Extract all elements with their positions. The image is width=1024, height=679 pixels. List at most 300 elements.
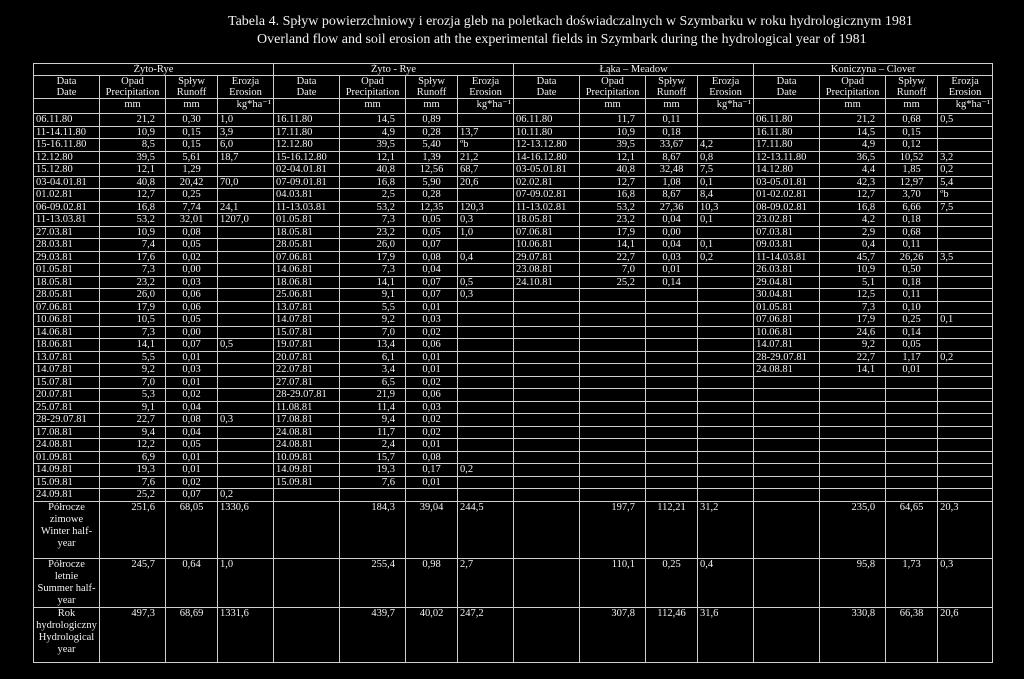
cell-date: 11-13.02.81 <box>514 201 580 214</box>
cell-erosion: 0,3 <box>458 289 514 302</box>
cell-date: 06.11.80 <box>754 114 820 127</box>
cell-runoff: 0,03 <box>406 314 458 327</box>
cell-runoff <box>646 289 698 302</box>
column-header-date: Data Date <box>34 76 100 99</box>
cell-date <box>754 439 820 452</box>
cell-precip: 23,2 <box>340 226 406 239</box>
summary-runoff: 40,02 <box>406 607 458 662</box>
cell-date: 20.07.81 <box>34 389 100 402</box>
table-row <box>34 164 993 177</box>
cell-erosion <box>938 439 993 452</box>
cell-runoff <box>886 414 938 427</box>
cell-precip: 10,9 <box>100 226 166 239</box>
cell-runoff: 0,68 <box>886 114 938 127</box>
cell-erosion: 0,2 <box>698 251 754 264</box>
cell-date: 23.02.81 <box>754 214 820 227</box>
cell-runoff <box>886 464 938 477</box>
cell-erosion <box>938 364 993 377</box>
cell-erosion <box>458 189 514 202</box>
summary-date-empty <box>754 558 820 607</box>
cell-erosion: 0,1 <box>938 314 993 327</box>
cell-precip: 53,2 <box>340 201 406 214</box>
cell-date: 14.06.81 <box>274 264 340 277</box>
summary-erosion: 2,7 <box>458 558 514 607</box>
cell-erosion <box>218 164 274 177</box>
summary-precip: 251,6 <box>100 501 166 558</box>
cell-precip: 22,7 <box>580 251 646 264</box>
summary-erosion: 247,2 <box>458 607 514 662</box>
cell-runoff: 12,97 <box>886 176 938 189</box>
unit-date <box>754 99 820 114</box>
cell-precip: 23,2 <box>580 214 646 227</box>
cell-erosion <box>938 376 993 389</box>
cell-runoff: 3,70 <box>886 189 938 202</box>
cell-runoff: 32,01 <box>166 214 218 227</box>
cell-erosion: 3,9 <box>218 126 274 139</box>
cell-precip: 9,1 <box>340 289 406 302</box>
cell-erosion <box>938 489 993 502</box>
cell-erosion: 10,3 <box>698 201 754 214</box>
cell-date: 29.03.81 <box>34 251 100 264</box>
cell-date: 15.07.81 <box>274 326 340 339</box>
summary-erosion: 244,5 <box>458 501 514 558</box>
cell-erosion <box>938 464 993 477</box>
cell-precip <box>820 489 886 502</box>
cell-erosion <box>938 289 993 302</box>
cell-erosion <box>218 189 274 202</box>
cell-erosion: 0,5 <box>458 276 514 289</box>
cell-runoff <box>646 339 698 352</box>
cell-precip: 6,1 <box>340 351 406 364</box>
cell-runoff: 0,14 <box>646 276 698 289</box>
cell-date <box>514 414 580 427</box>
column-header-precip: Opad Precipitation <box>820 76 886 99</box>
cell-precip: 10,5 <box>100 314 166 327</box>
cell-date: 14.09.81 <box>34 464 100 477</box>
cell-erosion <box>458 489 514 502</box>
cell-erosion <box>698 126 754 139</box>
cell-erosion <box>218 351 274 364</box>
cell-precip <box>820 451 886 464</box>
cell-date: 25.07.81 <box>34 401 100 414</box>
summary-precip: 95,8 <box>820 558 886 607</box>
cell-erosion <box>218 476 274 489</box>
cell-date: 24.08.81 <box>274 439 340 452</box>
cell-precip: 6,9 <box>100 451 166 464</box>
summary-runoff: 0,25 <box>646 558 698 607</box>
cell-runoff: 0,28 <box>406 189 458 202</box>
unit-precip: mm <box>820 99 886 114</box>
cell-runoff: 0,10 <box>886 301 938 314</box>
cell-date: 16.11.80 <box>754 126 820 139</box>
cell-date: 24.08.81 <box>754 364 820 377</box>
column-header-runoff: Spływ Runoff <box>166 76 218 99</box>
cell-erosion: 0,1 <box>698 214 754 227</box>
cell-precip <box>580 451 646 464</box>
cell-runoff: 1,29 <box>166 164 218 177</box>
cell-date: 19.07.81 <box>274 339 340 352</box>
cell-erosion <box>698 439 754 452</box>
cell-erosion: 13,7 <box>458 126 514 139</box>
cell-date: 20.07.81 <box>274 351 340 364</box>
cell-precip: 9,2 <box>100 364 166 377</box>
cell-runoff: 0,07 <box>406 289 458 302</box>
cell-date: 10.11.80 <box>514 126 580 139</box>
cell-runoff: 0,08 <box>406 451 458 464</box>
table-row <box>34 401 993 414</box>
cell-precip: 21,2 <box>820 114 886 127</box>
cell-runoff: 1,85 <box>886 164 938 177</box>
cell-runoff <box>646 464 698 477</box>
cell-date: 12.12.80 <box>274 139 340 152</box>
summary-row <box>34 607 993 662</box>
cell-erosion <box>698 464 754 477</box>
cell-runoff: 0,07 <box>166 339 218 352</box>
unit-date <box>34 99 100 114</box>
summary-precip: 110,1 <box>580 558 646 607</box>
cell-date: 29.07.81 <box>514 251 580 264</box>
cell-date: 24.10.81 <box>514 276 580 289</box>
cell-erosion: 1,0 <box>458 226 514 239</box>
cell-runoff: 0,01 <box>406 301 458 314</box>
cell-date: 02.02.81 <box>514 176 580 189</box>
cell-precip: 12,5 <box>820 289 886 302</box>
cell-date: 10.06.81 <box>514 239 580 252</box>
cell-erosion <box>938 139 993 152</box>
cell-runoff: 0,02 <box>166 389 218 402</box>
cell-runoff: 0,05 <box>166 314 218 327</box>
cell-precip: 7,3 <box>340 264 406 277</box>
cell-date: 01-02.02.81 <box>754 189 820 202</box>
cell-runoff: 0,01 <box>406 439 458 452</box>
cell-date <box>514 389 580 402</box>
cell-runoff: 0,01 <box>166 464 218 477</box>
cell-date: 13.07.81 <box>34 351 100 364</box>
cell-runoff: 0,05 <box>886 339 938 352</box>
summary-date-empty <box>514 558 580 607</box>
cell-runoff: 5,40 <box>406 139 458 152</box>
cell-precip: 7,6 <box>100 476 166 489</box>
column-header-runoff: Spływ Runoff <box>646 76 698 99</box>
cell-erosion <box>938 476 993 489</box>
cell-runoff: 8,67 <box>646 189 698 202</box>
summary-date-empty <box>754 501 820 558</box>
cell-precip: 14,5 <box>820 126 886 139</box>
cell-erosion: 0,1 <box>698 176 754 189</box>
cell-runoff <box>646 314 698 327</box>
cell-date: 17.11.80 <box>274 126 340 139</box>
cell-precip <box>580 364 646 377</box>
cell-erosion <box>218 276 274 289</box>
table-row <box>34 214 993 227</box>
cell-date <box>514 439 580 452</box>
cell-erosion <box>218 264 274 277</box>
cell-date <box>514 426 580 439</box>
cell-date: 01.02.81 <box>34 189 100 202</box>
cell-erosion <box>938 339 993 352</box>
cell-runoff <box>646 376 698 389</box>
cell-erosion: 8,4 <box>698 189 754 202</box>
cell-runoff: 0,02 <box>166 476 218 489</box>
cell-runoff: 0,00 <box>166 326 218 339</box>
cell-date: 01.05.81 <box>754 301 820 314</box>
cell-precip: 21,9 <box>340 389 406 402</box>
cell-precip: 16,8 <box>820 201 886 214</box>
cell-runoff: 0,02 <box>166 251 218 264</box>
cell-precip: 23,2 <box>100 276 166 289</box>
cell-date: 15-16.11.80 <box>34 139 100 152</box>
cell-erosion <box>458 476 514 489</box>
cell-runoff: 0,02 <box>406 426 458 439</box>
cell-runoff: 0,04 <box>646 239 698 252</box>
unit-erosion: kg*ha⁻¹ <box>458 99 514 114</box>
cell-precip: 40,8 <box>340 164 406 177</box>
cell-erosion <box>458 439 514 452</box>
cell-precip: 15,7 <box>340 451 406 464</box>
cell-runoff: 0,01 <box>646 264 698 277</box>
summary-label: Półrocze letnie Summer half-year <box>34 558 100 607</box>
summary-precip: 197,7 <box>580 501 646 558</box>
cell-runoff: 6,66 <box>886 201 938 214</box>
cell-runoff: 0,01 <box>886 364 938 377</box>
cell-date: 17.08.81 <box>274 414 340 427</box>
cell-runoff: 1,39 <box>406 151 458 164</box>
summary-precip: 497,3 <box>100 607 166 662</box>
cell-date: 11-13.03.81 <box>34 214 100 227</box>
cell-erosion: 20,6 <box>458 176 514 189</box>
cell-runoff: 0,18 <box>886 214 938 227</box>
cell-runoff <box>406 489 458 502</box>
cell-precip: 4,4 <box>820 164 886 177</box>
cell-date: 01.09.81 <box>34 451 100 464</box>
cell-date: 07.06.81 <box>34 301 100 314</box>
cell-precip: 17,9 <box>100 301 166 314</box>
cell-runoff: 0,05 <box>406 214 458 227</box>
cell-runoff <box>646 364 698 377</box>
cell-date: 28-29.07.81 <box>274 389 340 402</box>
cell-erosion <box>938 389 993 402</box>
cell-runoff: 0,07 <box>166 489 218 502</box>
cell-erosion: 1,0 <box>218 114 274 127</box>
cell-precip <box>580 464 646 477</box>
cell-date: 03-05.01.81 <box>754 176 820 189</box>
cell-runoff: 0,01 <box>166 451 218 464</box>
cell-date: 12-13.12.80 <box>514 139 580 152</box>
cell-precip: 19,3 <box>100 464 166 477</box>
cell-date <box>514 451 580 464</box>
cell-date: 28.03.81 <box>34 239 100 252</box>
cell-runoff: 0,06 <box>166 301 218 314</box>
cell-date: 04.03.81 <box>274 189 340 202</box>
cell-erosion <box>938 264 993 277</box>
cell-date: 10.06.81 <box>754 326 820 339</box>
table-row <box>34 264 993 277</box>
cell-runoff: 10,52 <box>886 151 938 164</box>
table-row <box>34 189 993 202</box>
cell-runoff: 0,15 <box>166 139 218 152</box>
cell-date: 28-29.07.81 <box>754 351 820 364</box>
cell-date: 14.06.81 <box>34 326 100 339</box>
cell-erosion: 0,3 <box>458 214 514 227</box>
cell-date <box>514 351 580 364</box>
table-row <box>34 476 993 489</box>
summary-date-empty <box>754 607 820 662</box>
cell-precip <box>580 376 646 389</box>
cell-erosion: 6,0 <box>218 139 274 152</box>
cell-precip: 9,1 <box>100 401 166 414</box>
cell-date <box>514 401 580 414</box>
cell-precip <box>580 339 646 352</box>
cell-date: 28.05.81 <box>274 239 340 252</box>
group-rye-2: Żyto - Rye <box>274 64 514 76</box>
cell-runoff <box>646 489 698 502</box>
cell-date <box>754 376 820 389</box>
cell-runoff: 0,30 <box>166 114 218 127</box>
cell-erosion <box>698 339 754 352</box>
cell-erosion <box>458 114 514 127</box>
table-row <box>34 151 993 164</box>
cell-date <box>514 364 580 377</box>
cell-runoff: 26,26 <box>886 251 938 264</box>
cell-runoff: 0,05 <box>166 239 218 252</box>
cell-erosion <box>218 326 274 339</box>
summary-erosion: 1,0 <box>218 558 274 607</box>
cell-precip: 7,3 <box>100 326 166 339</box>
cell-erosion <box>698 401 754 414</box>
cell-erosion <box>698 314 754 327</box>
cell-erosion <box>458 314 514 327</box>
cell-date: 07.06.81 <box>754 314 820 327</box>
cell-precip: 0,4 <box>820 239 886 252</box>
cell-precip: 22,7 <box>820 351 886 364</box>
cell-date <box>754 489 820 502</box>
cell-date: 24.08.81 <box>274 426 340 439</box>
cell-erosion: 21,2 <box>458 151 514 164</box>
cell-runoff <box>646 451 698 464</box>
cell-precip <box>820 439 886 452</box>
cell-precip: 9,2 <box>820 339 886 352</box>
cell-date: 18.05.81 <box>274 226 340 239</box>
table-row <box>34 339 993 352</box>
cell-precip: 53,2 <box>100 214 166 227</box>
cell-precip: 4,9 <box>820 139 886 152</box>
cell-precip: 7,0 <box>100 376 166 389</box>
column-header-date: Data Date <box>514 76 580 99</box>
summary-runoff: 68,05 <box>166 501 218 558</box>
summary-precip: 307,8 <box>580 607 646 662</box>
cell-runoff: 0,18 <box>886 276 938 289</box>
unit-erosion: kg*ha⁻¹ <box>218 99 274 114</box>
cell-date: 07-09.01.81 <box>274 176 340 189</box>
cell-precip: 25,2 <box>100 489 166 502</box>
cell-precip: 14,5 <box>340 114 406 127</box>
cell-erosion <box>938 301 993 314</box>
summary-date-empty <box>274 607 340 662</box>
table-row <box>34 126 993 139</box>
cell-date <box>514 326 580 339</box>
title-english: Overland flow and soil erosion ath the experimental fields in Szymbark during the hydrological year of 1981 <box>257 32 867 47</box>
unit-runoff: mm <box>886 99 938 114</box>
summary-runoff: 64,65 <box>886 501 938 558</box>
table-row <box>34 176 993 189</box>
summary-rows <box>34 501 993 662</box>
cell-precip: 12,7 <box>100 189 166 202</box>
cell-precip: 16,8 <box>340 176 406 189</box>
cell-erosion: 0,5 <box>218 339 274 352</box>
table-row <box>34 276 993 289</box>
cell-precip <box>580 439 646 452</box>
cell-runoff: 0,01 <box>166 351 218 364</box>
unit-precip: mm <box>580 99 646 114</box>
cell-erosion <box>458 414 514 427</box>
cell-date: 25.06.81 <box>274 289 340 302</box>
cell-runoff <box>886 376 938 389</box>
cell-precip: 40,8 <box>100 176 166 189</box>
table-row <box>34 251 993 264</box>
cell-erosion: 18,7 <box>218 151 274 164</box>
table-row <box>34 376 993 389</box>
cell-erosion <box>458 376 514 389</box>
cell-precip: 6,5 <box>340 376 406 389</box>
cell-erosion <box>698 476 754 489</box>
summary-runoff: 0,64 <box>166 558 218 607</box>
cell-date: 03-05.01.81 <box>514 164 580 177</box>
erosion-table <box>33 63 993 663</box>
cell-runoff <box>886 401 938 414</box>
cell-precip: 2,4 <box>340 439 406 452</box>
cell-runoff: 0,02 <box>406 376 458 389</box>
cell-precip: 14,1 <box>580 239 646 252</box>
cell-date: 14.07.81 <box>754 339 820 352</box>
cell-precip <box>580 401 646 414</box>
cell-erosion <box>458 426 514 439</box>
table-row <box>34 139 993 152</box>
cell-runoff: 0,06 <box>406 389 458 402</box>
cell-date: 13.07.81 <box>274 301 340 314</box>
cell-erosion: 120,3 <box>458 201 514 214</box>
cell-erosion <box>218 364 274 377</box>
cell-erosion: 24,1 <box>218 201 274 214</box>
cell-runoff: 0,28 <box>406 126 458 139</box>
cell-erosion: 4,2 <box>698 139 754 152</box>
summary-runoff: 0,98 <box>406 558 458 607</box>
cell-runoff: 12,56 <box>406 164 458 177</box>
cell-precip: 7,3 <box>340 214 406 227</box>
cell-runoff: 0,50 <box>886 264 938 277</box>
cell-date: 11-13.03.81 <box>274 201 340 214</box>
cell-precip <box>580 426 646 439</box>
cell-precip <box>340 489 406 502</box>
cell-date: 10.09.81 <box>274 451 340 464</box>
summary-precip: 439,7 <box>340 607 406 662</box>
cell-erosion <box>698 326 754 339</box>
cell-precip: 16,8 <box>100 201 166 214</box>
cell-date <box>514 339 580 352</box>
cell-runoff: 0,07 <box>406 276 458 289</box>
table-row <box>34 464 993 477</box>
cell-date: 07-09.02.81 <box>514 189 580 202</box>
cell-erosion <box>698 414 754 427</box>
cell-date <box>514 489 580 502</box>
event-rows <box>34 114 993 502</box>
cell-date: 07.03.81 <box>754 226 820 239</box>
cell-runoff: 0,01 <box>166 376 218 389</box>
cell-date: 14.09.81 <box>274 464 340 477</box>
summary-runoff: 112,46 <box>646 607 698 662</box>
table-row <box>34 439 993 452</box>
cell-date: 18.05.81 <box>34 276 100 289</box>
cell-erosion <box>698 351 754 364</box>
